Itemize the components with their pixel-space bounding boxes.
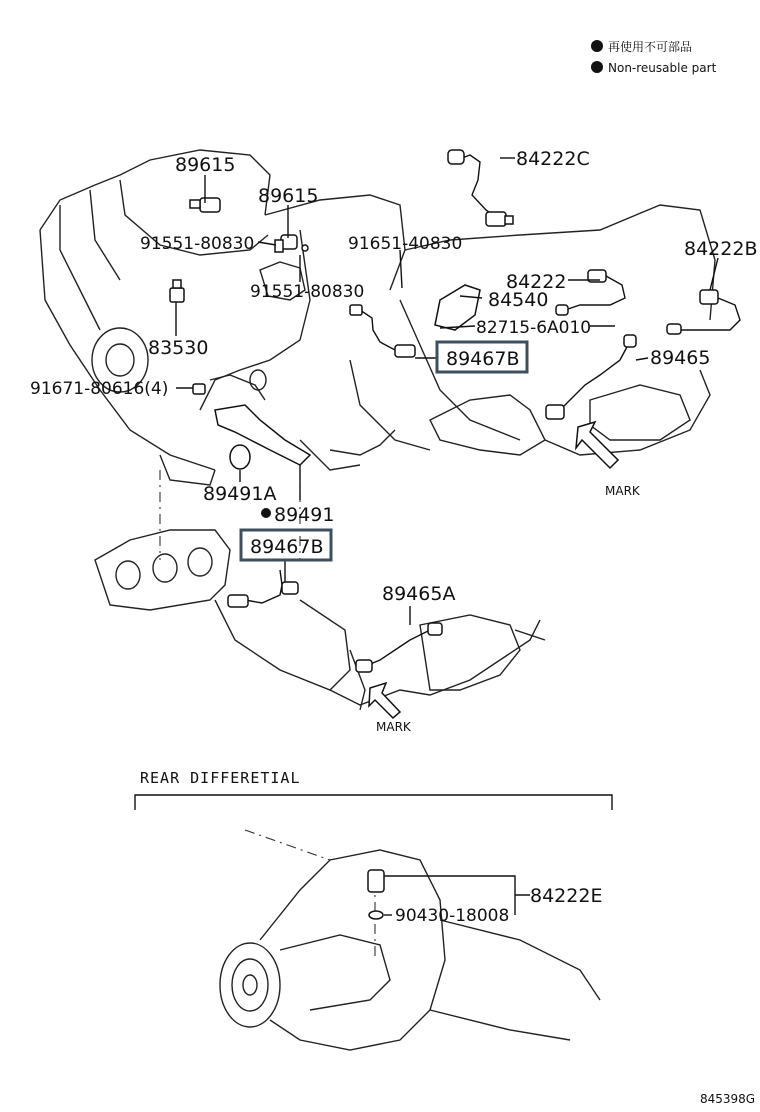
label-91551-a: 91551-80830 bbox=[140, 234, 255, 254]
label-91551-b: 91551-80830 bbox=[250, 282, 365, 302]
label-89467B-mid: 89467B bbox=[250, 536, 324, 558]
legend bbox=[591, 39, 717, 75]
mark-arrow-icon bbox=[369, 683, 400, 718]
sensor-84222C bbox=[448, 150, 513, 226]
label-84222: 84222 bbox=[506, 271, 567, 293]
sensor-89465 bbox=[546, 335, 636, 419]
figure-id: 845398G bbox=[700, 1092, 756, 1106]
sensor-89615-b bbox=[281, 235, 308, 251]
sensor-84222B bbox=[667, 290, 740, 334]
label-83530: 83530 bbox=[148, 337, 209, 359]
label-89491A: 89491A bbox=[203, 483, 277, 505]
label-91671: 91671-80616(4) bbox=[30, 379, 169, 399]
section-title: REAR DIFFERETIAL bbox=[140, 769, 301, 787]
label-84540: 84540 bbox=[488, 289, 549, 311]
engine-block-drawing bbox=[40, 150, 715, 560]
label-89467B-top: 89467B bbox=[446, 348, 520, 370]
bolt-91671 bbox=[193, 384, 205, 394]
legend-en: Non-reusable part bbox=[608, 61, 717, 75]
label-84222C: 84222C bbox=[516, 148, 590, 170]
label-89615-b: 89615 bbox=[258, 185, 319, 207]
label-90430: 90430-18008 bbox=[395, 906, 510, 926]
part-labels bbox=[30, 148, 757, 1106]
label-mark-2: MARK bbox=[376, 720, 411, 734]
label-89465A: 89465A bbox=[382, 583, 456, 605]
non-reusable-dot-icon bbox=[261, 508, 271, 518]
sensor-89465A bbox=[356, 623, 442, 672]
gasket-89491A bbox=[230, 445, 250, 469]
label-89491: 89491 bbox=[274, 504, 335, 526]
bracket-89491 bbox=[215, 405, 310, 465]
label-91651: 91651-40830 bbox=[348, 234, 463, 254]
bolt-91551-a bbox=[275, 240, 283, 252]
label-89465: 89465 bbox=[650, 347, 711, 369]
sensor-89467B-mid bbox=[228, 570, 298, 607]
label-89615-a: 89615 bbox=[175, 154, 236, 176]
label-84222B: 84222B bbox=[684, 238, 758, 260]
label-82715: 82715-6A010 bbox=[476, 318, 592, 338]
label-mark-1: MARK bbox=[605, 484, 640, 498]
rear-differential-drawing bbox=[220, 830, 603, 1050]
section-bracket bbox=[135, 795, 612, 810]
label-84222E: 84222E bbox=[530, 885, 603, 907]
bullet-icon bbox=[591, 40, 603, 52]
mark-arrow-icon bbox=[576, 422, 618, 468]
switch-84540 bbox=[435, 285, 480, 330]
bullet-icon bbox=[591, 61, 603, 73]
sensor-83530 bbox=[170, 280, 184, 302]
legend-jp: 再使用不可部品 bbox=[608, 40, 693, 54]
